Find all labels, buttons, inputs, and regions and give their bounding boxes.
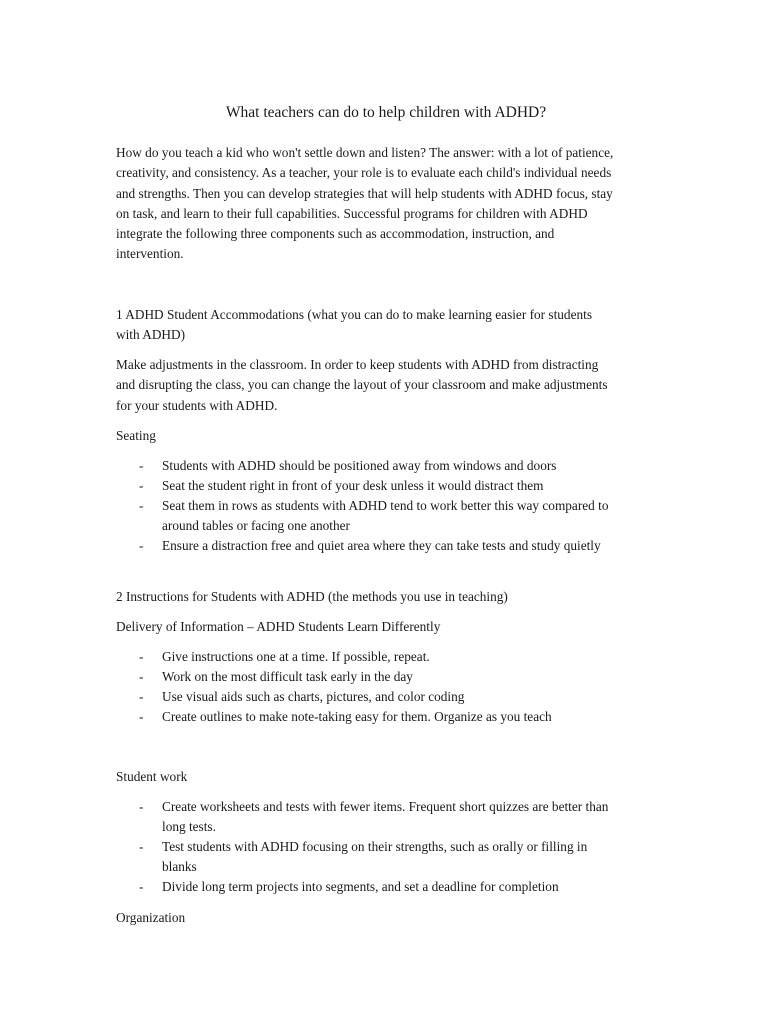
list-item-text: long tests. <box>162 819 216 835</box>
seating-heading-text: Seating <box>116 428 156 443</box>
intro-line: and strengths. Then you can develop strategies that will help students with ADHD focus, stay <box>116 185 613 201</box>
student-work-heading-text: Student work <box>116 769 188 784</box>
list-item-text: Create outlines to make note-taking easy for them. Organize as you teach <box>162 709 552 725</box>
list-item <box>116 667 552 687</box>
intro-line: intervention. <box>116 246 184 262</box>
intro-paragraph <box>116 143 613 265</box>
bullet-marker: - <box>139 498 144 514</box>
section1-heading <box>116 305 592 346</box>
list-item-text: Use visual aids such as charts, pictures, and color coding <box>162 689 465 705</box>
bullet-marker: - <box>139 458 144 473</box>
organization-heading-text: Organization <box>116 910 186 925</box>
page-title: What teachers can do to help children with ADHD? <box>225 104 547 121</box>
bullet-marker: - <box>139 669 144 685</box>
list-item-text: Give instructions one at a time. If possible, repeat. <box>162 649 430 664</box>
list-item-text: Seat the student right in front of your desk unless it would distract them <box>162 478 544 494</box>
list-item-text: Work on the most difficult task early in the day <box>162 669 413 685</box>
list-item-text: Divide long term projects into segments, and set a deadline for completion <box>162 879 559 895</box>
bullet-marker: - <box>139 709 144 725</box>
list-item-text: blanks <box>162 859 197 875</box>
delivery-heading-text: Delivery of Information – ADHD Students Learn Differently <box>116 619 441 634</box>
list-item-text: Ensure a distraction free and quiet area where they can take tests and study quietly <box>162 538 601 554</box>
section1-paragraph-line: for your students with ADHD. <box>116 397 278 413</box>
organization-heading <box>116 908 185 928</box>
list-item-text: Create worksheets and tests with fewer items. Frequent short quizzes are better than <box>162 799 609 814</box>
list-item <box>116 797 608 837</box>
intro-line: on task, and learn to their full capabilities. Successful programs for children with ADHD <box>116 205 588 221</box>
bullet-marker: - <box>139 478 144 494</box>
section1-paragraph-line: Make adjustments in the classroom. In order to keep students with ADHD from distracting <box>116 357 599 372</box>
student-work-heading <box>116 767 187 787</box>
bullet-marker: - <box>139 689 144 705</box>
intro-line: How do you teach a kid who won't settle down and listen? The answer: with a lot of patience, <box>116 145 614 160</box>
bullet-marker: - <box>139 879 144 895</box>
section2-heading-text: 2 Instructions for Students with ADHD (the methods you use in teaching) <box>116 589 508 604</box>
intro-line: integrate the following three components such as accommodation, instruction, and <box>116 226 555 242</box>
section1-heading-line: with ADHD) <box>116 327 186 343</box>
list-item <box>116 496 608 536</box>
delivery-heading <box>116 617 440 637</box>
list-item <box>116 837 608 877</box>
list-item <box>116 647 552 667</box>
list-item-text: around tables or facing one another <box>162 518 350 534</box>
list-item-text: Test students with ADHD focusing on their strengths, such as orally or filling in <box>162 839 588 855</box>
delivery-list <box>116 647 552 727</box>
list-item-text: Students with ADHD should be positioned away from windows and doors <box>162 458 557 473</box>
bullet-marker: - <box>139 839 144 855</box>
student-work-list <box>116 797 608 897</box>
list-item-text: Seat them in rows as students with ADHD tend to work better this way compared to <box>162 498 609 514</box>
list-item <box>116 536 608 556</box>
bullet-marker: - <box>139 538 144 554</box>
list-item <box>116 877 608 897</box>
bullet-marker: - <box>139 649 144 664</box>
intro-line: creativity, and consistency. As a teacher, your role is to evaluate each child's individual needs <box>116 165 612 181</box>
section1-paragraph-line: and disrupting the class, you can change the layout of your classroom and make adjustments <box>116 377 608 393</box>
list-item <box>116 456 608 476</box>
section2-heading <box>116 587 508 607</box>
list-item <box>116 707 552 727</box>
list-item <box>116 476 608 496</box>
seating-heading <box>116 426 156 446</box>
seating-list <box>116 456 608 556</box>
section1-paragraph <box>116 355 608 416</box>
list-item <box>116 687 552 707</box>
section1-heading-line: 1 ADHD Student Accommodations (what you can do to make learning easier for students <box>116 307 592 322</box>
bullet-marker: - <box>139 799 144 814</box>
